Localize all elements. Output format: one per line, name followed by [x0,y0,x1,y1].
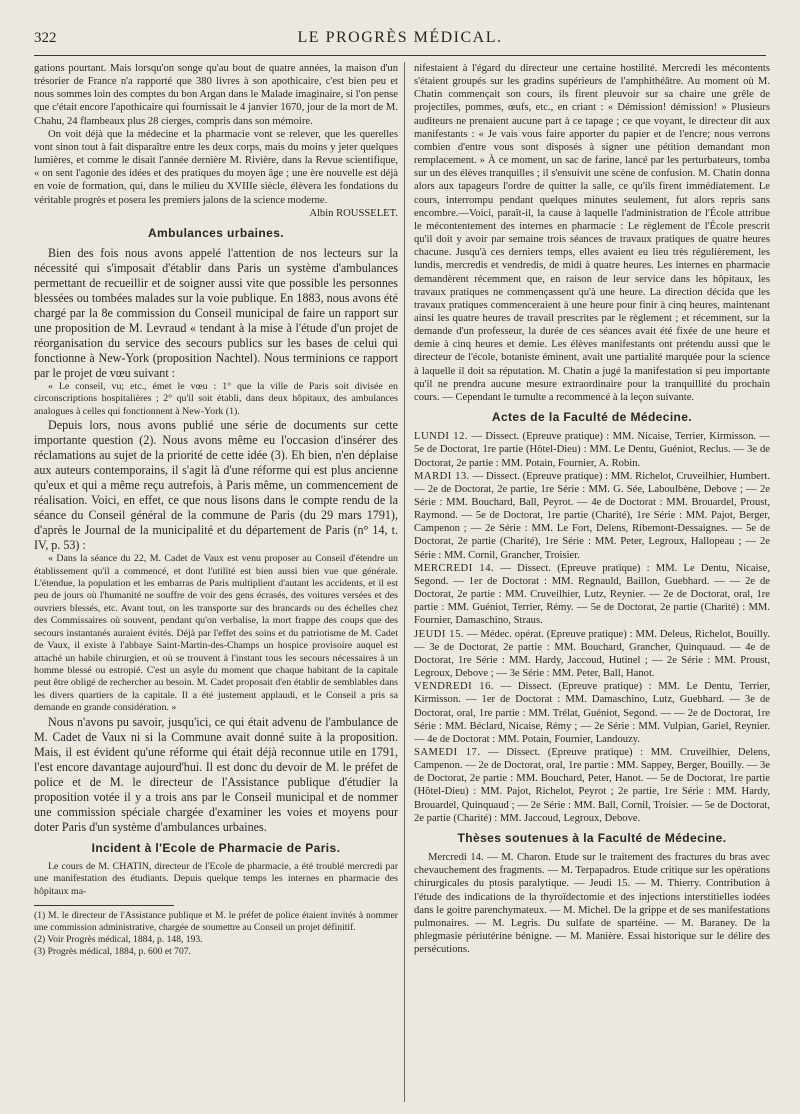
pharmacie-continuation: nifestaient à l'égard du directeur une certaine hostilité. Mercredi les mécontents s'étaient groupés sur les gradins supérieurs de l'amphithéâtre. Au moment où M. Chatin commençait son cours, ils firent pleuvoir sur sa chaire une grêle de projectiles, pommes, œufs, etc., en criant : « Démission! démission! » Plusieurs auditeurs ne prenaient aucune part à ce tapage ; ce que voyant, le directeur dit aux manifestants : « Je vais vous faire apporter du papier et de l'encre; nous verrons combien d'entre vous sont disposés à signer une pétition demandant mon remplacement. » À ce moment, un sac de farine, lancé par les perturbateurs, tomba sur un des élèves tranquilles ; il s'ensuivit une scène de confusion. M. Chatin donna alors aux tapageurs l'ordre de quitter la salle, ce qu'ils firent immédiatement. Le cours, interrompu pendant quelques minutes seulement, fut alors repris sans encombre.—Voici, paraît-il, la cause à laquelle l'administration de l'École attribue le mécontentement des internes en pharmacie : Le règlement de l'École prescrit qu'il doit y avoir par semaine trois séances de travaux pratiques de quatre heures chacune. Jusqu'à ces derniers temps, elles avaient eu lieu très régulièrement, les lundis, mercredis et vendredis, de midi à quatre heures. Les internes en pharmacie demandèrent récemment que, en raison de leur service dans les hôpitaux, les travaux pratiques ne commençassent qu'à une heure. La direction décida que les travaux pratiques commenceraient à une heure pour finir à cinq heures, maintenant ainsi les quatre heures de travail prescrites par le règlement ; et récemment, sur la demande d'un professeur, la durée de ces séances avait été fixée de une heure et demie à cinq heures et demie. Les élèves manifestants ont prétendu aussi que le directeur de l'école, botaniste éminent, avait une partialité marquée pour la science à laquelle il doit sa réputation. M. Chatin a jugé la manifestation si peu importante qu'il ne prendra aucune mesure extraordinaire pour la tranquillité du prochain cours. — Cependant le tumulte a recommencé à la leçon suivante. [414,63,770,403]
footnote: (2) Voir Progrès médical, 1884, p. 148, 193. [34,933,203,945]
entry-text: — Dissect. (Epreuve pratique) : MM. Nicaise, Terrier, Kirmisson. — 5e de Doctorat, 1re partie (Hôtel-Dieu) : MM. Le Dentu, Guéniot, Reclus. — 3e de Doctorat, 2e partie : MM. Potain, Fournier, A. Robin. [414,431,770,469]
entry-text: — Dissect. (Epreuve pratique) : MM. Richelot, Cruveilhier, Humbert. — 2e de Doctorat, 2e partie, 1re Série : MM. G. Sée, Laboulbène, Debove ; — 2e Série : MM. Bouchard, Ball, Peyrot. — 4e de Doctorat : MM. Brouardel, Proust, Raymond. — 5e de Doctorat, 1re partie (Charité), 1re Série : MM. Pajot, Berger, Campenon ; — 2e Série : MM. Le Fort, Delens, Ribemont-Dessaignes. — 5e de Doctorat, 2e partie (Charité), 1re Série : MM. Peter, Legroux, Hallopeau ; — 2e Série : MM. Cornil, Grancher, Troisier. [414,470,770,561]
signature: Albin ROUSSELET. [309,207,398,219]
actes-entry [414,680,770,746]
intro-paragraph: gations pourtant. Mais lorsqu'on songe qu'au bout de quatre années, la maison d'un trésorier de France n'a rapporté que 380 livres à son apothicaire, c'est bien peu et nous sommes loin des comptes du bon Argan dans le Malade imaginaire, si l'on pense que c'était encore l'apothicaire qui fournissait le 4 janvier 1670, jour de la mort de M. Chahu, 24 flambeaux plus 28 cierges, compris dans son mémoire. [34,63,398,127]
entry-day: VENDREDI 16. [414,681,495,693]
pharmacie-paragraph: Le cours de M. CHATIN, directeur de l'Ecole de pharmacie, a été troublé mercredi par une manifestation des étudiants. Depuis quelque temps les internes en pharmacie des hôpitaux ma- [34,860,398,897]
actes-entry [414,470,770,562]
entry-day: LUNDI 12. [414,431,469,443]
left-column [34,62,398,958]
footnote: (1) M. le directeur de l'Assistance publique et M. le préfet de police étaient invités à nommer une commission administrative, chargée de soumettre au Conseil un projet définitif. [34,909,398,933]
ambulances-paragraph-3: Nous n'avons pu savoir, jusqu'ici, ce qui était advenu de l'ambulance de M. Cadet de Vaux ni si la Commune avait donné suite à la proposition. Mais, il est évident qu'une réforme qui était déjà reconnue utile en 1791, l'est encore davantage aujourd'hui. Il est donc du devoir de M. le préfet de police et de M. le directeur de l'Assistance publique d'étudier la proposition votée il y a trois ans par le Conseil municipal et de nommer une commission spéciale chargée d'examiner les voies et moyens pour doter Paris d'un système d'ambulances urbaines. [34,714,398,834]
running-title: LE PROGRÈS MÉDICAL. [297,29,503,46]
footnote: (3) Progrès médical, 1884, p. 600 et 707. [34,945,191,957]
history-paragraph: On voit déjà que la médecine et la pharmacie vont se relever, que les querelles vont sinon tout à fait disparaître entre les deux corps, mais du moins y jeter quelques lumières, et comme le disait l'année dernière M. Rivière, dans la Revue scientifique, « on sent l'agonie des idées et des pratiques du moyen âge ; une ère nouvelle est déjà en voie de formation, qui, dans le milieu du XVIIIe siècle, élèvera les fondations du véritable progrès et posera les premiers jalons de la science moderne. [34,128,398,206]
entry-day: SAMEDI 17. [414,746,481,758]
actes-entry [414,628,770,681]
entry-text: — Dissect. (Epreuve pratique) : MM. Le Dentu, Nicaise, Segond. — 1er de Doctorat : MM. Regnauld, Baillon, Guebhard. — — 2e de Doctorat, 2e partie : MM. Cruveilhier, Lutz, Reynier. — 2e de Doctorat, oral, 1re partie : MM. Guéniot, Terrier, Rémy. — 5e de Doctorat, 2e partie (Charité) : MM. Fournier, Damaschino, Straus. [414,562,770,627]
page-number: 322 [34,30,57,46]
actes-entry [414,562,770,628]
ambulances-quote-2: « Dans la séance du 22, M. Cadet de Vaux est venu proposer au Conseil d'étendre un établissement qu'il a commencé, et dont l'utilité est bien aussi bien vue que générale. L'étendue, la population et les embarras de Paris multiplient d'autant les accidents, et il est peu de jours où l'humanité ne souffre de voir des gens écrasés, des voitures versées et des ouvriers blessés, etc. Avant tout, on les transporte sur des brancards ou des échelles chez des Commissaires où souvent, pendant qu'on verbalise, la mort frappe des coups que des secours instantanés auraient évités. Déjà par l'effet des soins et du patriotisme de M. Cadet de Vaux, il existe à l'abbaye Saint-Martin-des-Champs un hospice provisoire auquel est attaché un habile chirurgien, et où se trouvent à l'instant tous les secours nécessaires à un homme blessé ou estropié. C'est un asyle du moment que chaque habitant de la capitale peut être obligé de rechercher au besoin. M. Cadet proposait d'en établir de semblables dans les divers quartiers de la capitale. Il a été justement applaudi, et le Conseil a pris sa demande en grande considération. » [34,553,398,714]
footnote-rule [34,905,174,906]
actes-entry [414,746,770,825]
theses-paragraph: Mercredi 14. — M. Charon. Etude sur le traitement des fractures du bras avec chevauchement des fragments. — M. Terpapadros. Etude critique sur les opérations chirurgicales du ptosis paralytique. — Jeudi 15. — M. Thierry. Contribution à l'étude des indications de la thyroïdectomie et des injections interstitielles iodées dans le goitre parenchymateux. — M. Michel. De la grippe et de ses manifestations pulmonaires. — M. Legris. Du sulfate de spartéine. — M. Baraney. De la phlegmasie périutérine bénigne. — M. Manière. Essai historique sur le délire des persécutions. [414,852,770,956]
actes-entry [414,430,770,469]
section-title-pharmacie: Incident à l'Ecole de Pharmacie de Paris. [91,840,341,855]
section-title-theses: Thèses soutenues à la Faculté de Médecine. [457,830,727,845]
entry-day: JEUDI 15. [414,628,465,640]
entry-text: — Dissect. (Epreuve pratique) : MM. Le Dentu, Terrier, Kirmisson. — 1er de Doctorat : MM. Damaschino, Lutz, Guebhard. — 3e de Doctorat, oral, 1re partie : MM. Trélat, Guéniot, Segond. — — 2e de Doctorat, 1re Série : MM. Béclard, Nicaise, Rémy ; — 2e Série : MM. Vulpian, Gariel, Reynier. — 4e de Doctorat : MM. Potain, Fournier, Landouzy. [414,681,771,745]
column-divider [404,62,405,1102]
entry-day: MARDI 13. [414,470,470,482]
section-title-ambulances: Ambulances urbaines. [147,225,285,240]
ambulances-quote-1: « Le conseil, vu; etc., émet le vœu : 1° que la ville de Paris soit divisée en circonscriptions hospitalières ; 2° qu'il soit établi, dans deux hôpitaux, des ambulances analogues à celles qui fonctionnent à New-York (1). [34,381,398,417]
page-header [34,22,766,54]
right-column [414,62,770,956]
entry-text: — Dissect. (Epreuve pratique) : MM. Cruveilhier, Delens, Campenon. — 2e de Doctorat, oral, 1re partie : MM. Sappey, Berger, Bouilly. — 3e de Doctorat, 2e partie : MM. Bouchard, Peter, Hanot. — 5e de Doctorat, 1re partie (Hôtel-Dieu) : MM. Pajot, Richelot, Peyrot ; 2e partie, 1re Série : MM. Hardy, Brouardel, Quinquaud ; — 2e Série : MM. Ball, Cornil, Troisier. — 5e de Doctorat, 2e partie (Charité) : MM. Jaccoud, Legroux, Debove. [414,746,770,824]
ambulances-paragraph-2: Depuis lors, nous avons publié une série de documents sur cette importante question (2). Nous avons même eu l'occasion d'insérer des réclamations au sujet de la priorité de cette idée (3). Eh bien, n'en déplaise aux auteurs contemporains, il s'agit là d'une réforme qui est plus ancienne qu'eux et qui a même reçu autrefois, à Paris même, un commencement de réalisation. Voici, en effet, ce que nous lisons dans le compte rendu de la séance du Conseil général de la commune de Paris (du 29 mars 1791), d'après le Journal de la municipalité et du département de Paris (n° 14, t. IV, p. 53) : [34,418,398,553]
section-title-actes: Actes de la Faculté de Médecine. [491,410,693,425]
entry-text: — Médec. opérat. (Epreuve pratique) : MM. Deleus, Richelot, Bouilly. — 3e de Doctorat, 2e partie : MM. Bouchard, Grancher, Quinquaud. — 4e de Doctorat, 1re Série : MM. Hardy, Jaccoud, Hutinel ; — 2e Série : MM. Proust, Legroux, Debove ; — 3e Série : MM. Peter, Ball, Hanot. [414,628,770,680]
header-rule [34,55,766,56]
entry-day: MERCREDI 14. [414,562,495,574]
ambulances-paragraph-1: Bien des fois nous avons appelé l'attention de nos lecteurs sur la nécessité qui s'imposait d'établir dans Paris un système d'ambulances permettant de recueillir et de soigner aussi vite que possible les personnes blessées ou tombées malades sur la voie publique. En 1883, nous avons été chargé par la 8e commission du Conseil municipal de faire un rapport sur une proposition de M. Levraud « tendant à la mise à l'étude d'un projet de réorganisation du service des secours publics sur les bases de celui qui fonctionne à New-York (proposition Nachtel). Nous terminions ce rapport par le projet de vœu suivant : [34,246,398,381]
